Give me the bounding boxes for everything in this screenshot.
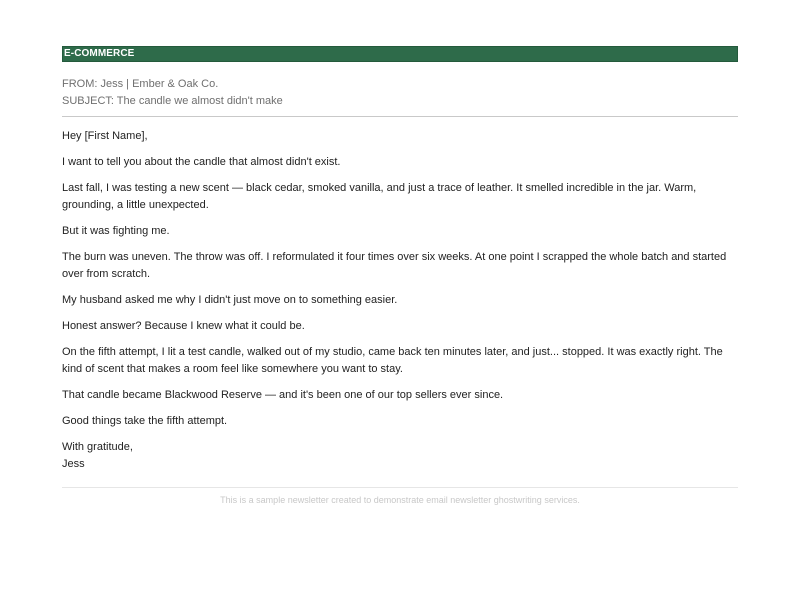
signature: Jess xyxy=(62,458,85,470)
email-body xyxy=(62,128,738,473)
body-paragraph: On the fifth attempt, I lit a test candle, walked out of my studio, came back ten minutes later, and just... stopped. It was exactly right. The kind of scent that makes a room feel like somewhere you want to stay. xyxy=(62,346,723,375)
email-from: FROM: Jess | Ember & Oak Co. xyxy=(62,78,219,90)
email-subject: SUBJECT: The candle we almost didn't make xyxy=(62,95,283,107)
body-paragraph: Honest answer? Because I knew what it could be. xyxy=(62,320,305,332)
greeting: Hey [First Name], xyxy=(62,130,148,142)
body-paragraph: I want to tell you about the candle that almost didn't exist. xyxy=(62,156,341,168)
body-paragraph: Last fall, I was testing a new scent — black cedar, smoked vanilla, and just a trace of leather. It smelled incredible in the jar. Warm, grounding, a little unexpected. xyxy=(62,182,697,211)
body-paragraph: My husband asked me why I didn't just move on to something easier. xyxy=(62,294,398,306)
category-label: E-COMMERCE xyxy=(64,48,135,59)
body-paragraph: But it was fighting me. xyxy=(62,225,170,237)
header-divider xyxy=(62,116,738,117)
body-paragraph: Good things take the fifth attempt. xyxy=(62,415,228,427)
footer-note: This is a sample newsletter created to demonstrate email newsletter ghostwriting services. xyxy=(220,495,580,505)
body-paragraph: The burn was uneven. The throw was off. I reformulated it four times over six weeks. At one point I scrapped the whole batch and started over from scratch. xyxy=(62,251,727,280)
body-paragraph: That candle became Blackwood Reserve — and it's been one of our top sellers ever since. xyxy=(62,389,504,401)
footer-divider xyxy=(62,487,738,488)
category-banner xyxy=(62,46,738,62)
closing: With gratitude, xyxy=(62,441,133,453)
